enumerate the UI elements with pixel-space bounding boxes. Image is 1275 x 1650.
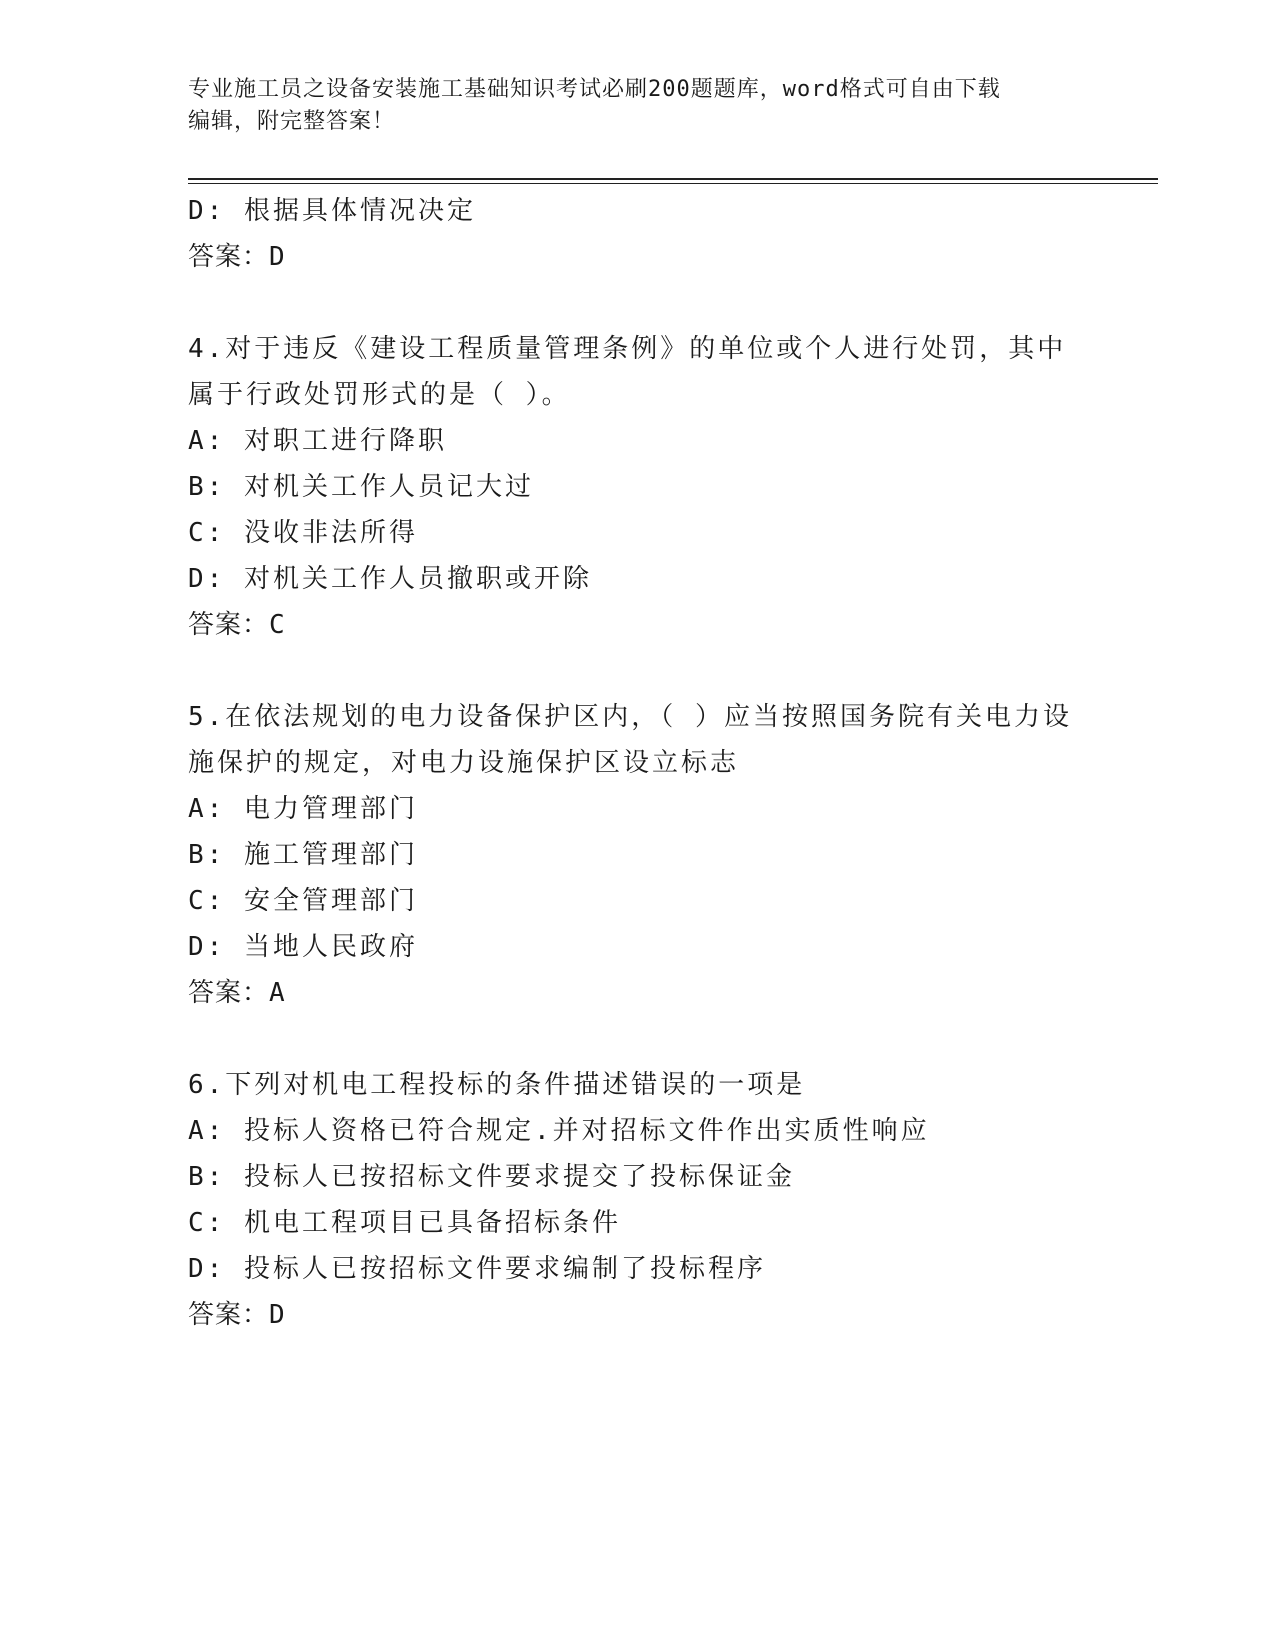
question-text-line-2: 属于行政处罚形式的是（ ）。 — [188, 380, 571, 410]
question-text-line-1: 4.对于违反《建设工程质量管理条例》的单位或个人进行处罚，其中 — [188, 334, 1067, 364]
option-a: A: 投标人资格已符合规定.并对招标文件作出实质性响应 — [188, 1116, 930, 1146]
header-divider-thick — [188, 178, 1158, 180]
option-d: D: 对机关工作人员撤职或开除 — [188, 564, 592, 594]
header-title-line-1: 专业施工员之设备安装施工基础知识考试必刷200题题库，word格式可自由下载 — [188, 77, 1001, 102]
option-b: B: 施工管理部门 — [188, 840, 418, 870]
option-b: B: 投标人已按招标文件要求提交了投标保证金 — [188, 1162, 795, 1192]
option-d: D: 当地人民政府 — [188, 932, 418, 962]
question-6 — [188, 1062, 1088, 1338]
option-a: A: 对职工进行降职 — [188, 426, 447, 456]
header-divider-thin — [188, 183, 1158, 184]
option-d: D: 投标人已按招标文件要求编制了投标程序 — [188, 1254, 766, 1284]
option-c: C: 机电工程项目已具备招标条件 — [188, 1208, 621, 1238]
header-title-line-2: 编辑，附完整答案！ — [188, 109, 396, 134]
option-d: D: 根据具体情况决定 — [188, 196, 476, 226]
question-text-line-1: 6.下列对机电工程投标的条件描述错误的一项是 — [188, 1070, 806, 1100]
question-5 — [188, 694, 1088, 1016]
answer: 答案：C — [188, 610, 286, 640]
question-4 — [188, 326, 1088, 648]
question-text-line-1: 5.在依法规划的电力设备保护区内，（ ）应当按照国务院有关电力设 — [188, 702, 1072, 732]
option-c: C: 安全管理部门 — [188, 886, 418, 916]
answer: 答案：A — [188, 978, 286, 1008]
option-a: A: 电力管理部门 — [188, 794, 418, 824]
answer: 答案：D — [188, 1300, 286, 1330]
option-c: C: 没收非法所得 — [188, 518, 418, 548]
option-b: B: 对机关工作人员记大过 — [188, 472, 534, 502]
answer: 答案：D — [188, 242, 286, 272]
question-text-line-2: 施保护的规定，对电力设施保护区设立标志 — [188, 748, 740, 778]
document-body — [188, 188, 1088, 1338]
question-3-continued — [188, 188, 1088, 280]
document-header — [188, 74, 1088, 138]
